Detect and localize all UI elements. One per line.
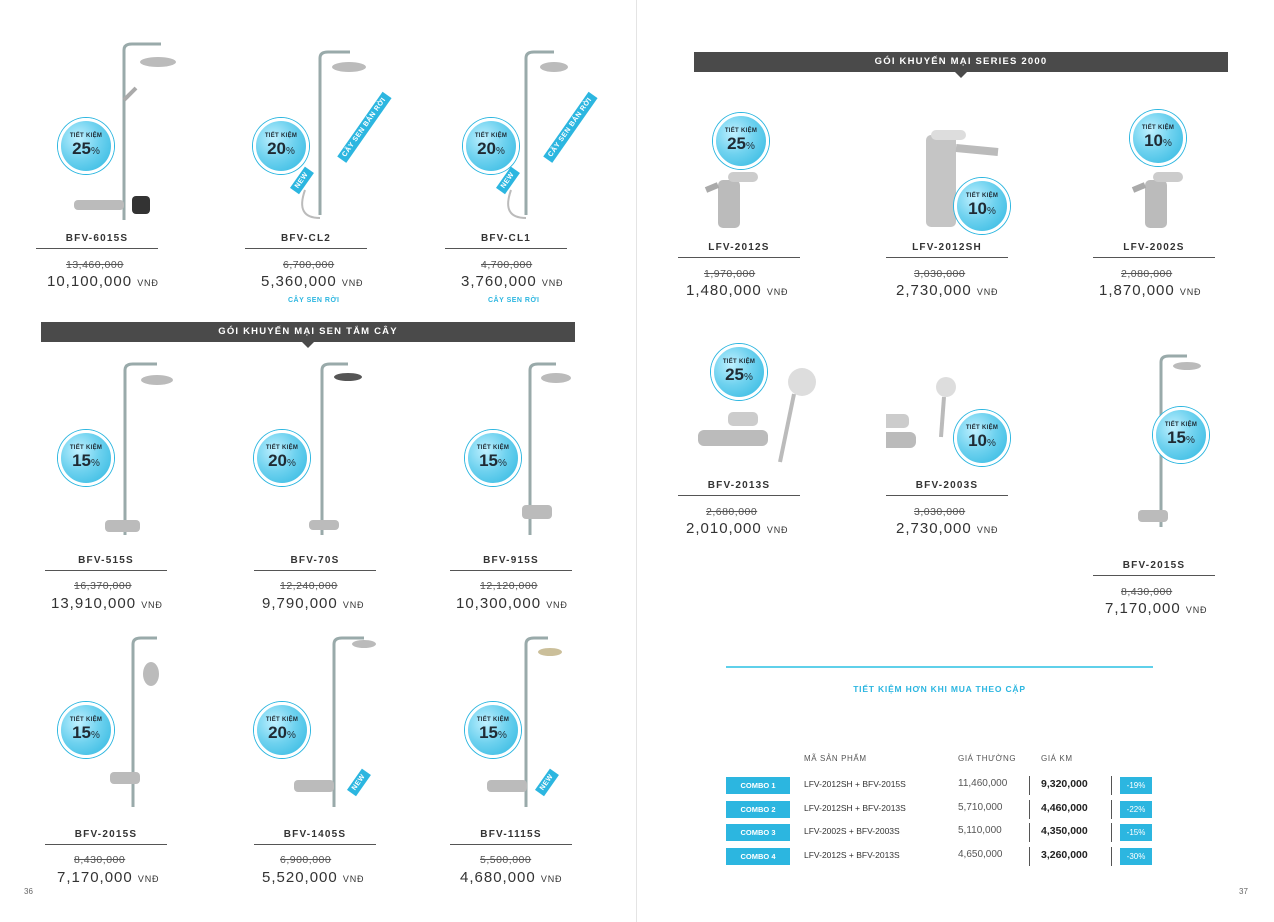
saving-badge: TIẾT KIỆM 15% [465, 702, 521, 758]
promo-price: 13,910,000 VNĐ [51, 595, 163, 612]
divider [1111, 800, 1112, 819]
promo-price: 1,870,000 VNĐ [1099, 282, 1202, 299]
new-tag: NEW [535, 769, 559, 796]
divider [1111, 823, 1112, 842]
saving-badge: TIẾT KIỆM 25% [713, 113, 769, 169]
new-tag: NEW [496, 167, 520, 194]
product-code: LFV-2012S [678, 242, 800, 258]
combo-promo-price: 9,320,000 [1041, 778, 1088, 790]
promo-price: 2,730,000 VNĐ [896, 282, 999, 299]
combo-products: LFV-2012S + BFV-2013S [804, 850, 900, 860]
saving-badge: TIẾT KIỆM 25% [58, 118, 114, 174]
header-promo-price: GIÁ KM [1041, 754, 1073, 763]
combo-title: TIẾT KIỆM HƠN KHI MUA THEO CẶP [853, 684, 1026, 694]
saving-badge: TIẾT KIỆM 15% [58, 430, 114, 486]
old-price: 2,080,000 [1121, 268, 1173, 280]
combo-regular-price: 4,650,000 [958, 849, 1003, 860]
combo-products: LFV-2012SH + BFV-2013S [804, 803, 906, 813]
combo-promo-price: 3,260,000 [1041, 849, 1088, 861]
promo-price: 7,170,000 VNĐ [57, 869, 160, 886]
product-code: BFV-1405S [254, 829, 376, 845]
divider [1111, 776, 1112, 795]
loose-column-note: CÂY SEN RỜI [488, 297, 540, 304]
old-price: 6,900,000 [280, 854, 332, 866]
loose-column-note: CÂY SEN RỜI [288, 297, 340, 304]
shower-column-image [36, 40, 216, 215]
old-price: 13,460,000 [66, 259, 124, 271]
product-code: BFV-70S [254, 555, 376, 571]
promo-price: 7,170,000 VNĐ [1105, 600, 1208, 617]
promo-price: 9,790,000 VNĐ [262, 595, 365, 612]
saving-badge: TIẾT KIỆM 20% [463, 118, 519, 174]
promo-price: 2,730,000 VNĐ [896, 520, 999, 537]
old-price: 5,500,000 [480, 854, 532, 866]
product-code: LFV-2012SH [886, 242, 1008, 258]
old-price: 12,120,000 [480, 580, 538, 592]
old-price: 3,030,000 [914, 268, 966, 280]
cay-sen-tag: CÂY SEN BÁN RỜI [543, 92, 597, 163]
saving-badge: TIẾT KIỆM 10% [954, 410, 1010, 466]
old-price: 1,970,000 [704, 268, 756, 280]
page-number: 36 [24, 887, 33, 896]
divider [1029, 847, 1030, 866]
combo-label: COMBO 3 [726, 824, 790, 841]
combo-products: LFV-2002S + BFV-2003S [804, 826, 900, 836]
promo-price: 4,680,000 VNĐ [460, 869, 563, 886]
saving-badge: TIẾT KIỆM 10% [1130, 110, 1186, 166]
header-product: MÃ SẢN PHẨM [804, 754, 867, 763]
old-price: 2,680,000 [706, 506, 758, 518]
combo-promo-price: 4,350,000 [1041, 825, 1088, 837]
combo-row[interactable] [726, 822, 1166, 844]
product-code: LFV-2002S [1093, 242, 1215, 258]
promo-price: 1,480,000 VNĐ [686, 282, 789, 299]
combo-label: COMBO 4 [726, 848, 790, 865]
old-price: 12,240,000 [280, 580, 338, 592]
promo-price: 10,100,000 VNĐ [47, 273, 159, 290]
old-price: 4,700,000 [481, 259, 533, 271]
combo-row[interactable] [726, 775, 1166, 797]
saving-badge: TIẾT KIỆM 15% [465, 430, 521, 486]
combo-row[interactable] [726, 799, 1166, 821]
combo-regular-price: 5,710,000 [958, 802, 1003, 813]
saving-badge: TIẾT KIỆM 20% [253, 118, 309, 174]
right-page [637, 0, 1274, 922]
section-banner: GÓI KHUYẾN MẠI SEN TẮM CÂY [41, 322, 575, 342]
promo-price: 5,360,000 VNĐ [261, 273, 364, 290]
combo-row[interactable] [726, 846, 1166, 868]
product-code: BFV-1115S [450, 829, 572, 845]
promo-price: 3,760,000 VNĐ [461, 273, 564, 290]
new-tag: NEW [347, 769, 371, 796]
product-code: BFV-2015S [45, 829, 167, 845]
promo-price: 10,300,000 VNĐ [456, 595, 568, 612]
product-code: BFV-515S [45, 555, 167, 571]
combo-discount: -15% [1120, 824, 1152, 841]
product-code: BFV-2015S [1093, 560, 1215, 576]
saving-badge: TIẾT KIỆM 25% [711, 344, 767, 400]
divider [1029, 800, 1030, 819]
product-code: BFV-2003S [886, 480, 1008, 496]
product-code: BFV-6015S [36, 233, 158, 249]
section-banner: GÓI KHUYẾN MẠI SERIES 2000 [694, 52, 1228, 72]
product-code: BFV-2013S [678, 480, 800, 496]
old-price: 16,370,000 [74, 580, 132, 592]
combo-discount: -19% [1120, 777, 1152, 794]
combo-label: COMBO 1 [726, 777, 790, 794]
saving-badge: TIẾT KIỆM 15% [1153, 407, 1209, 463]
combo-divider [726, 666, 1153, 668]
combo-regular-price: 11,460,000 [958, 778, 1008, 789]
combo-promo-price: 4,460,000 [1041, 802, 1088, 814]
old-price: 3,030,000 [914, 506, 966, 518]
divider [1029, 823, 1030, 842]
page-number: 37 [1239, 887, 1248, 896]
old-price: 8,430,000 [74, 854, 126, 866]
product-code: BFV-915S [450, 555, 572, 571]
combo-label: COMBO 2 [726, 801, 790, 818]
new-tag: NEW [290, 167, 314, 194]
promo-price: 5,520,000 VNĐ [262, 869, 365, 886]
cay-sen-tag: CÂY SEN BÁN RỜI [337, 92, 391, 163]
divider [1111, 847, 1112, 866]
combo-regular-price: 5,110,000 [958, 825, 1002, 836]
product-code: BFV-CL1 [445, 233, 567, 249]
product-code: BFV-CL2 [245, 233, 367, 249]
saving-badge: TIẾT KIỆM 20% [254, 430, 310, 486]
combo-discount: -22% [1120, 801, 1152, 818]
saving-badge: TIẾT KIỆM 15% [58, 702, 114, 758]
promo-price: 2,010,000 VNĐ [686, 520, 789, 537]
combo-discount: -30% [1120, 848, 1152, 865]
old-price: 8,430,000 [1121, 586, 1173, 598]
saving-badge: TIẾT KIỆM 10% [954, 178, 1010, 234]
old-price: 6,700,000 [283, 259, 335, 271]
header-regular-price: GIÁ THƯỜNG [958, 754, 1017, 763]
combo-products: LFV-2012SH + BFV-2015S [804, 779, 906, 789]
saving-badge: TIẾT KIỆM 20% [254, 702, 310, 758]
divider [1029, 776, 1030, 795]
